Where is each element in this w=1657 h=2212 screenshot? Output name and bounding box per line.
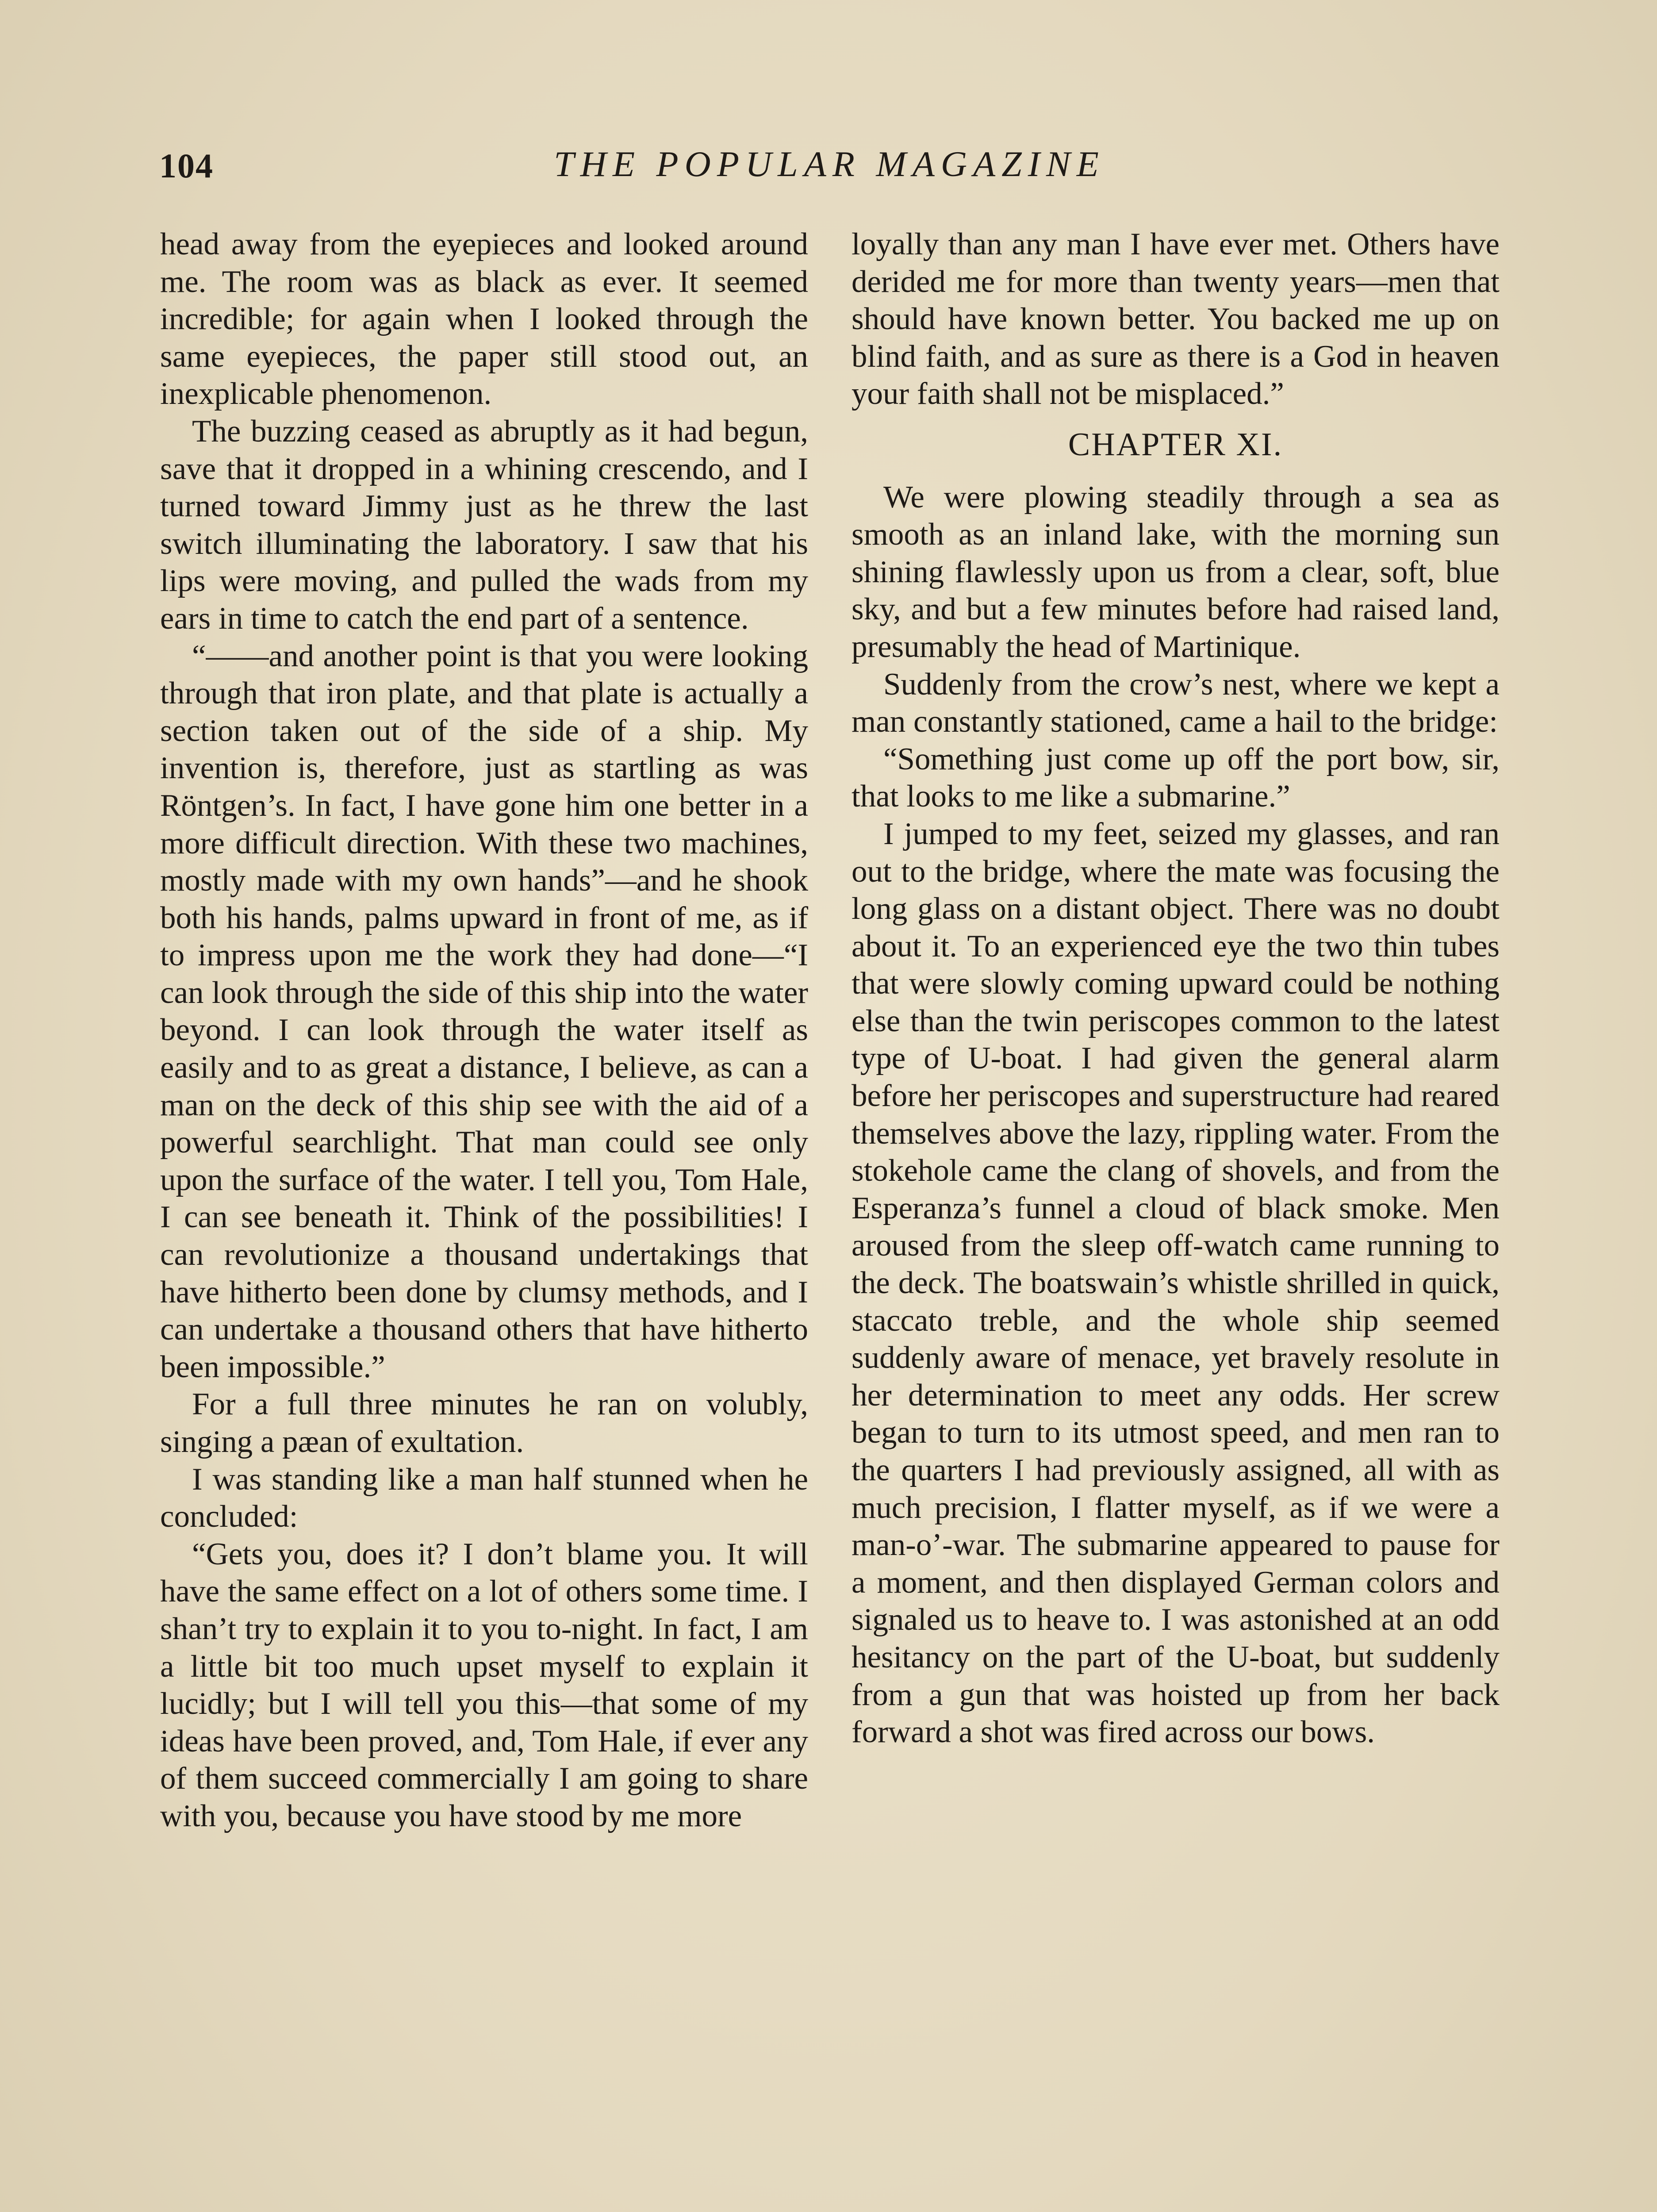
page-header: [159, 146, 1500, 199]
paragraph: We were plowing steadily through a sea as smooth as an inland lake, with the morning sun shining flawlessly upon us from a clear, soft, blue sky, and but a few minutes before had raised land, presumably the head of Martinique.: [852, 480, 1500, 664]
paragraph: The buzzing ceased as abruptly as it had begun, save that it dropped in a whining crescendo, and I turned toward Jimmy just as he threw the last switch illuminating the laboratory. I saw that his lips were moving, and pulled the wads from my ears in time to catch the end part of a sentence.: [160, 414, 808, 636]
paragraph: “Gets you, does it? I don’t blame you. It will have the same effect on a lot of others some time. I shan’t try to explain it to you to-night. In fact, I am a little bit too much upset myself to explain it lucidly; but I will tell you this—that some of my ideas have been proved, and, Tom Hale, if ever any of them succeed commercially I am going to share with you, because you have stood by me more: [160, 1536, 808, 1833]
running-title: THE POPULAR MAGAZINE: [554, 144, 1105, 184]
paragraph: I jumped to my feet, seized my glasses, and ran out to the bridge, where the mate was focusing the long glass on a distant object. There was no doubt about it. To an experienced eye the two thin tubes that were slowly coming upward could be nothing else than the twin periscopes common to the latest type of U-boat. I had given the general alarm before her periscopes and superstructure had reared themselves above the lazy, rippling water. From the stokehole came the clang of shovels, and from the Esperanza’s funnel a cloud of black smoke. Men aroused from the sleep off-watch came running to the deck. The boatswain’s whistle shrilled in quick, staccato treble, and the whole ship seemed suddenly aware of menace, yet bravely resolute in her determination to meet any odds. Her screw began to turn to its utmost speed, and men ran to the quarters I had previously assigned, all with as much precision, I flatter myself, as if we were a man-o’-war. The submarine appeared to pause for a moment, and then displayed German colors and signaled us to heave to. I was astonished at an odd hesitancy on the part of the U-boat, but suddenly from a gun that was hoisted up from her back forward a shot was fired across our bows.: [852, 816, 1500, 1750]
paragraph: loyally than any man I have ever met. Others have derided me for more than twenty years—men that should have known better. You backed me up on blind faith, and as sure as there is a God in heaven your faith shall not be misplaced.”: [852, 227, 1500, 411]
paragraph: For a full three minutes he ran on volubly, singing a pæan of exultation.: [160, 1387, 808, 1459]
paragraph: head away from the eyepieces and looked around me. The room was as black as ever. It seemed incredible; for again when I looked through the same eyepieces, the paper still stood out, an inexplicable phenomenon.: [160, 227, 808, 411]
paragraph: “——and another point is that you were looking through that iron plate, and that plate is actually a section taken out of the side of a ship. My invention is, therefore, just as startling as was Röntgen’s. In fact, I have gone him one better in a more difficult direction. With these two machines, mostly made with my own hands”—and he shook both his hands, palms upward in front of me, as if to impress upon me the work they had done—“I can look through the side of this ship into the water beyond. I can look through the water itself as easily and to as great a distance, I believe, as can a man on the deck of this ship see with the aid of a powerful searchlight. That man could see only upon the surface of the water. I tell you, Tom Hale, I can see beneath it. Think of the possibilities! I can revolutionize a thousand undertakings that have hitherto been done by clumsy methods, and I can undertake a thousand others that have hitherto been impossible.”: [160, 638, 808, 1384]
chapter-heading: CHAPTER XI.: [1068, 426, 1283, 463]
paragraph: I was standing like a man half stunned when he concluded:: [160, 1462, 808, 1534]
right-column: [852, 226, 1500, 1751]
paragraph: “Something just come up off the port bow, sir, that looks to me like a submarine.”: [852, 741, 1500, 814]
left-column: [160, 226, 808, 1835]
page-number: 104: [159, 146, 214, 185]
paragraph: Suddenly from the crow’s nest, where we kept a man constantly stationed, came a hail to the bridge:: [852, 667, 1500, 739]
